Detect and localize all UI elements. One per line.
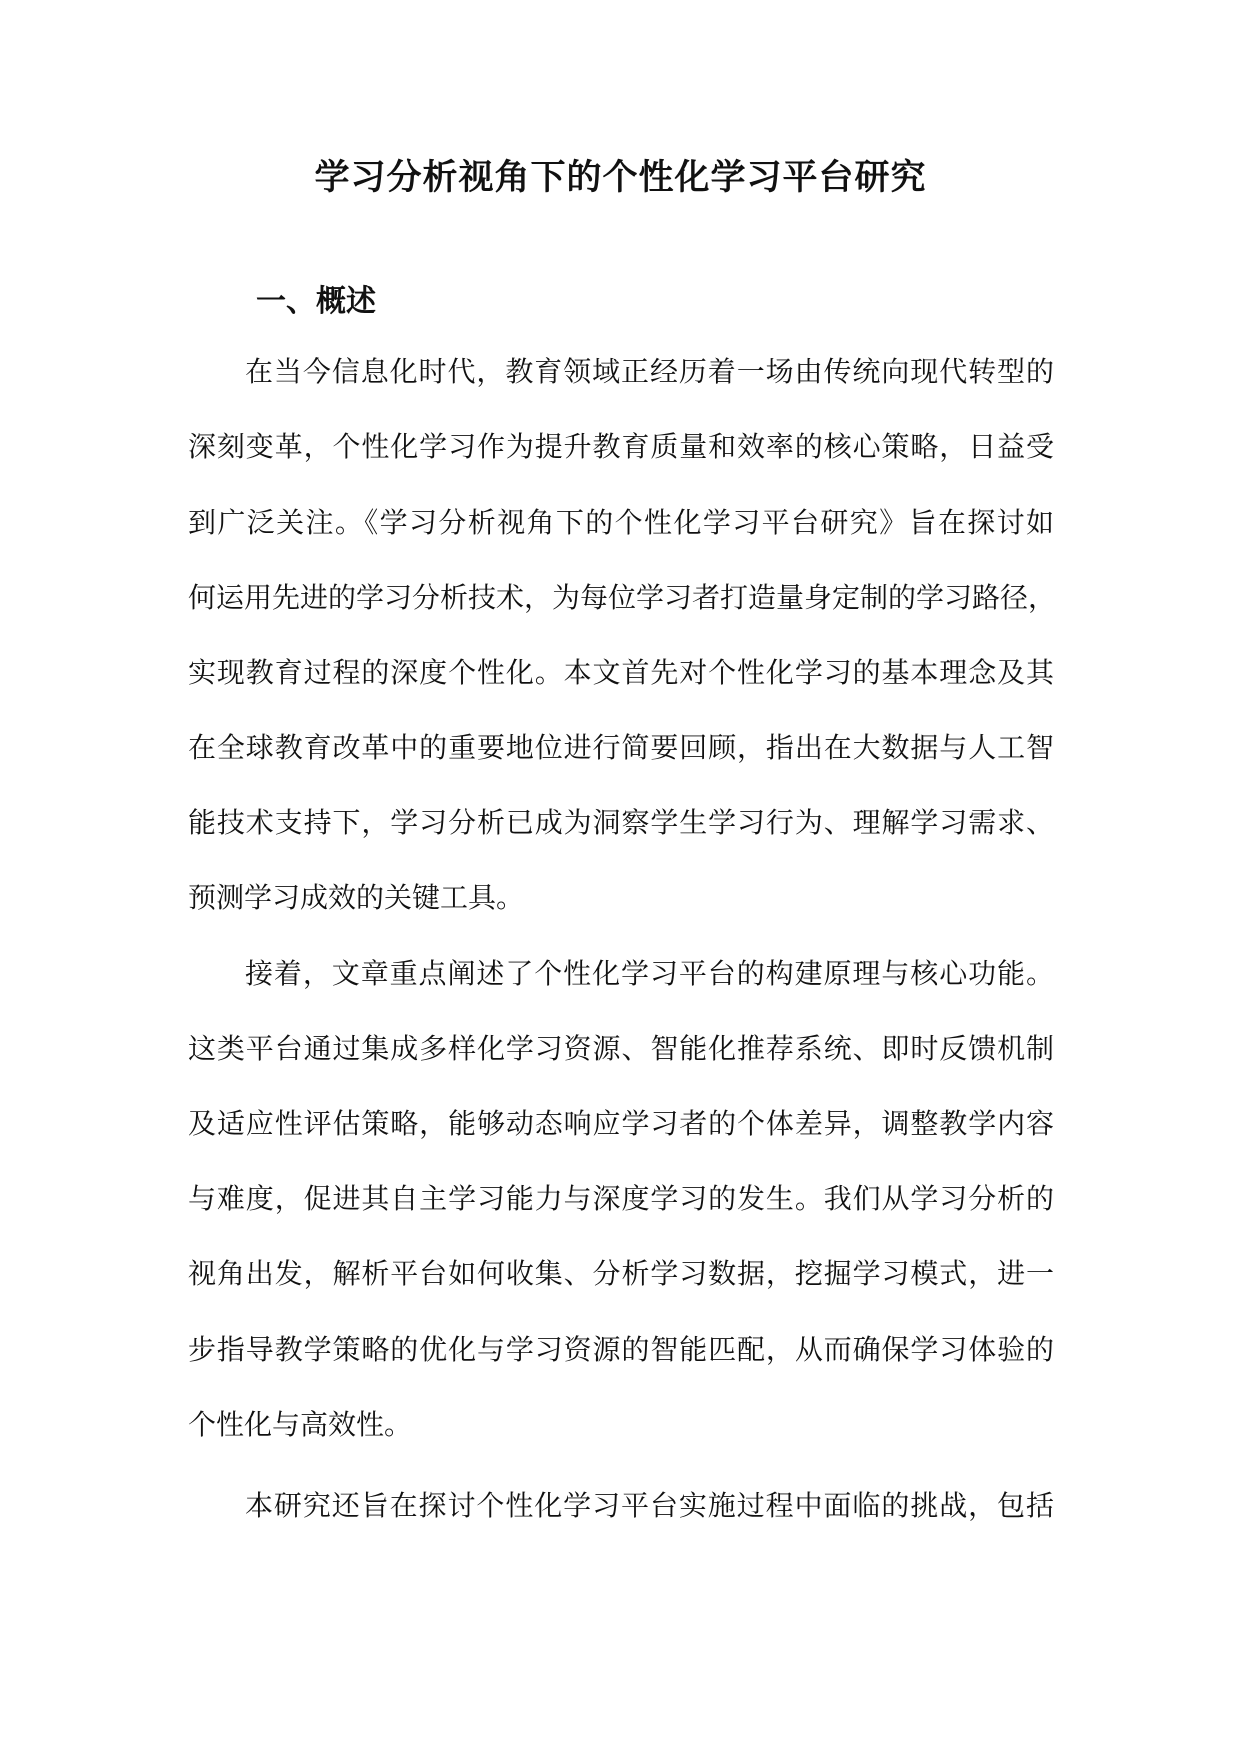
paragraph-line: 能技术支持下，学习分析已成为洞察学生学习行为、理解学习需求、 xyxy=(188,806,1054,839)
paragraph-line: 深刻变革，个性化学习作为提升教育质量和效率的核心策略，日益受 xyxy=(188,430,1054,463)
paragraph-line: 接着，文章重点阐述了个性化学习平台的构建原理与核心功能。 xyxy=(245,957,1054,990)
paragraph-line: 及适应性评估策略，能够动态响应学习者的个体差异，调整教学内容 xyxy=(188,1107,1054,1140)
paragraph-line: 步指导教学策略的优化与学习资源的智能匹配，从而确保学习体验的 xyxy=(188,1333,1054,1366)
paragraph-line: 本研究还旨在探讨个性化学习平台实施过程中面临的挑战，包括 xyxy=(245,1489,1054,1522)
paragraph-line: 实现教育过程的深度个性化。本文首先对个性化学习的基本理念及其 xyxy=(188,656,1054,689)
paragraph-line: 个性化与高效性。 xyxy=(188,1408,413,1441)
paragraph-line: 与难度，促进其自主学习能力与深度学习的发生。我们从学习分析的 xyxy=(188,1182,1054,1215)
paragraph-line: 视角出发，解析平台如何收集、分析学习数据，挖掘学习模式，进一 xyxy=(188,1257,1054,1290)
paragraph-line: 在全球教育改革中的重要地位进行简要回顾，指出在大数据与人工智 xyxy=(188,731,1054,764)
paragraph-line: 到广泛关注。《学习分析视角下的个性化学习平台研究》旨在探讨如 xyxy=(188,506,1054,539)
paragraph-line: 这类平台通过集成多样化学习资源、智能化推荐系统、即时反馈机制 xyxy=(188,1032,1054,1065)
paragraph-line: 在当今信息化时代，教育领域正经历着一场由传统向现代转型的 xyxy=(245,355,1054,388)
section-heading: 一、概述 xyxy=(256,284,376,319)
paragraph-line: 预测学习成效的关键工具。 xyxy=(188,881,525,914)
document-title: 学习分析视角下的个性化学习平台研究 xyxy=(314,157,927,198)
paragraph-line: 何运用先进的学习分析技术，为每位学习者打造量身定制的学习路径， xyxy=(188,581,1057,614)
